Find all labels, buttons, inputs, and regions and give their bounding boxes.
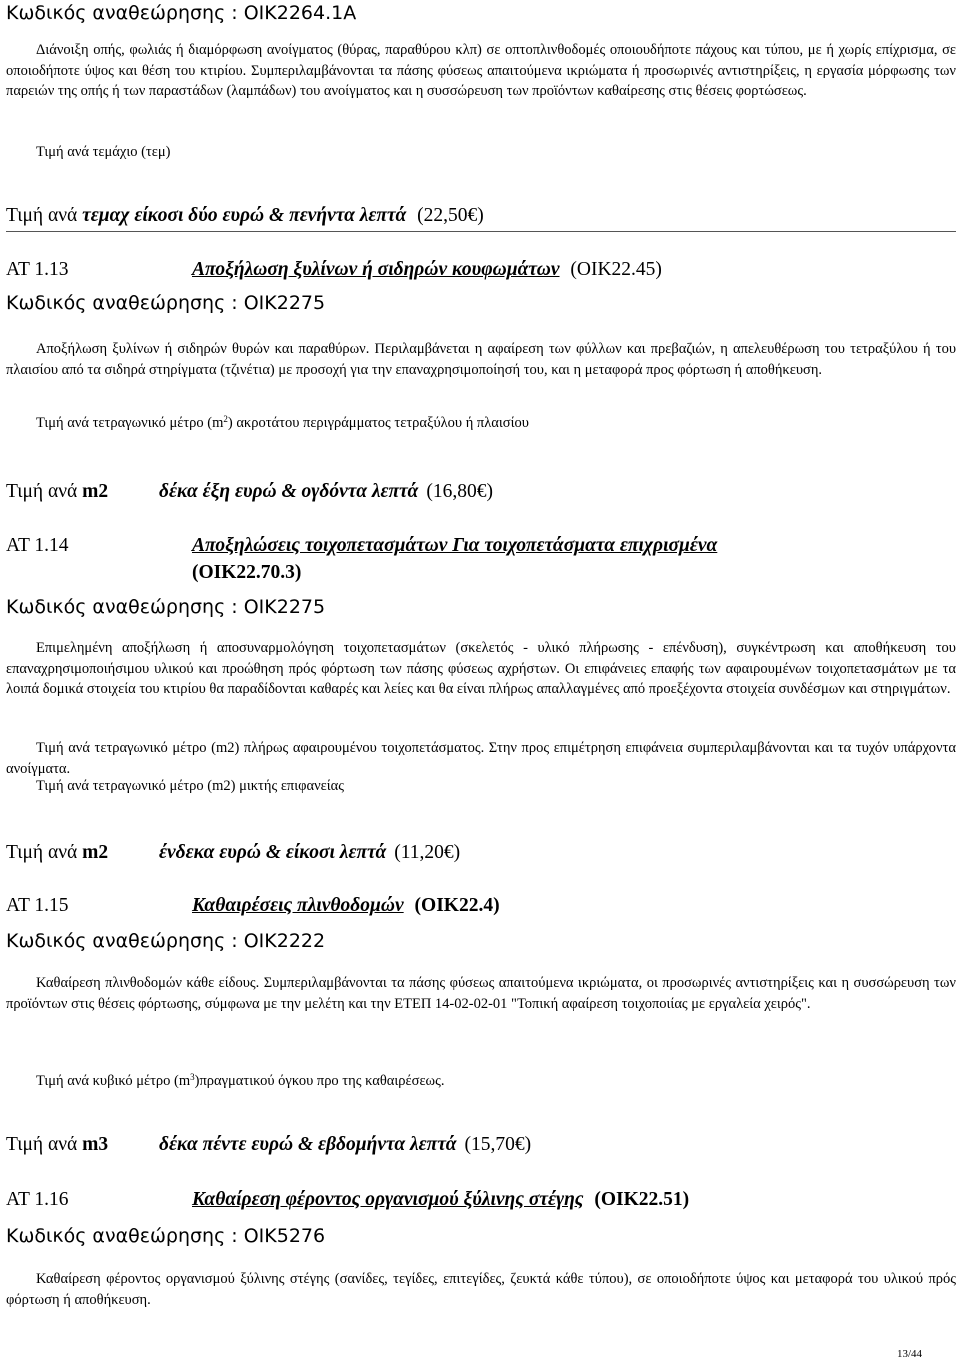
unit-note-text: ) ακροτάτου περιγράμματος τετραξύλου ή πλαισίου	[227, 415, 529, 431]
article-ref: (ΟΙΚ22.51)	[594, 1189, 690, 1210]
item-description: Καθαίρεση φέροντος οργανισμού ξύλινης στέγης (σανίδες, τεγίδες, επιτεγίδες, ζευκτά κάθε τύπου), σε οποιοδήποτε ύψος και μεταφορά του υλικού πρός φόρτωση ή αποθήκευση.	[6, 1271, 956, 1308]
item-description: Διάνοιξη οπής, φωλιάς ή διαμόρφωση ανοίγματος (θύρας, παραθύρου κλπ) σε οπτοπλινθοδομές οποιουδήποτε πάχους και τύπου, με ή χωρίς επίχρισμα, σε οποιοδήποτε ύψος και θέση του κτιρίου. Συμπεριλαμβάνονται τα πάσης φύσεως απαιτούμενα ικριώματα ή προσωρινές αντιστηρίξεις, η εργασία μόρφωσης των παρειών της οπής ή των παραστάδων (λαμπάδων) του ανοίγματος και η συσσώρευση των προϊόντων καθαίρεσης στις θέσεις φορτώσεως.	[6, 42, 956, 99]
article-number: ΑΤ 1.15	[6, 895, 69, 916]
article-title-text: Αποξηλώσεις τοιχοπετασμάτων Για τοιχοπετάσματα επιχρισμένα	[192, 535, 718, 556]
price-words	[159, 481, 493, 503]
price-value: (11,20€)	[394, 842, 461, 863]
unit-note-text: )πραγματικού όγκου προ της καθαιρέσεως.	[194, 1073, 445, 1089]
price-words	[159, 1134, 531, 1156]
article-number: ΑΤ 1.13	[6, 259, 69, 280]
price-value: (22,50€)	[417, 205, 484, 226]
article-title	[192, 1189, 689, 1211]
price-prefix: Τιμή ανά	[6, 205, 78, 226]
article-title-text: Καθαιρέσεις πλινθοδομών	[192, 895, 404, 916]
article-ref: (ΟΙΚ22.4)	[414, 895, 500, 916]
price-value: (15,70€)	[464, 1134, 532, 1155]
unit-note	[36, 415, 529, 432]
price-unit: m2	[82, 842, 109, 863]
unit-note: Τιμή ανά τετραγωνικό μέτρο (m2) μικτής επιφανείας	[36, 778, 344, 794]
price-prefix: Τιμή ανά	[6, 842, 78, 863]
revision-code: Κωδικός αναθεώρησης : ΟΙΚ2264.1Α	[6, 2, 357, 24]
price-words	[159, 842, 460, 864]
revision-code: Κωδικός αναθεώρησης : ΟΙΚ5276	[6, 1225, 326, 1247]
article-title-text: Καθαίρεση φέροντος οργανισμού ξύλινης στέγης	[192, 1189, 584, 1210]
article-number: ΑΤ 1.14	[6, 535, 69, 556]
article-title	[192, 535, 717, 557]
revision-code: Κωδικός αναθεώρησης : ΟΙΚ2275	[6, 596, 326, 618]
item-description: Καθαίρεση πλινθοδομών κάθε είδους. Συμπεριλαμβάνονται τα πάσης φύσεως απαιτούμενα ικριώματα, οι προσωρινές αντιστηρίξεις και η συσσώρευση των προϊόντων στις θέσεις φόρτωσης, σύμφωνα με την μελέτη και την ΕΤΕΠ 14-02-02-01 "Τοπική αφαίρεση τοιχοποιίας με εργαλεία χειρός".	[6, 975, 956, 1012]
price-words: είκοσι δύο ευρώ & πενήντα λεπτά	[134, 205, 407, 226]
unit-note: Τιμή ανά τεμάχιο (τεμ)	[36, 144, 171, 160]
page-number: 13/44	[896, 1348, 922, 1360]
price-unit: m3	[82, 1134, 109, 1155]
article-title-text: Αποξήλωση ξυλίνων ή σιδηρών κουφωμάτων	[192, 259, 560, 280]
article-ref: (ΟΙΚ22.70.3)	[192, 562, 302, 583]
price-unit: τεμαχ	[82, 205, 130, 226]
divider	[6, 231, 956, 232]
price-words-text: δέκα έξη ευρώ & ογδόντα λεπτά	[159, 481, 419, 502]
price-value: (16,80€)	[426, 481, 493, 502]
article-ref: (ΟΙΚ22.45)	[570, 259, 662, 280]
price-prefix: Τιμή ανά	[6, 481, 78, 502]
item-description: Επιμελημένη αποξήλωση ή αποσυναρμολόγηση τοιχοπετασμάτων (σκελετός - υλικό πλήρωσης - επένδυση), συγκέντρωση και αποθήκευση του επαναχρησιμοποιήσιμου υλικού και προώθηση πρός φόρτωση των πάσης φύσεως αχρήστων. Οι επιφάνειες επαφής των αφαιρουμένων τοιχοπετασμάτων με τα λοιπά δομικά στοιχεία του κτιρίου θα παραδίδονται καθαρές και λείες και θα είναι πλήρως απαλλαγμένες από προεξέχοντα στοιχεία συνδέσμων και στηριγμάτων.	[6, 640, 956, 697]
unit-note-text: Τιμή ανά τετραγωνικό μέτρο (m	[36, 415, 224, 431]
price-words-text: ένδεκα ευρώ & είκοσι λεπτά	[159, 842, 387, 863]
price-prefix: Τιμή ανά	[6, 1134, 78, 1155]
article-title	[192, 895, 500, 917]
price-line	[6, 842, 461, 864]
price-line	[6, 205, 484, 227]
price-line	[6, 1134, 532, 1156]
revision-code: Κωδικός αναθεώρησης : ΟΙΚ2222	[6, 930, 326, 952]
price-unit: m2	[82, 481, 109, 502]
price-words-text: δέκα πέντε ευρώ & εβδομήντα λεπτά	[159, 1134, 457, 1155]
item-description: Αποξήλωση ξυλίνων ή σιδηρών θυρών και παραθύρων. Περιλαμβάνεται η αφαίρεση των φύλλων και πρεβαζιών, η απελευθέρωση του τετραξύλου ή του πλαισίου από τα σιδηρά στηρίγματα (τζινέτια) με προσοχή για την επαναχρησιμοποίησή του, και η μεταφορά προς φόρτωση ή αποθήκευση.	[6, 341, 956, 378]
price-line	[6, 481, 493, 503]
unit-note-text: Τιμή ανά κυβικό μέτρο (m	[36, 1073, 191, 1089]
measure-note: Τιμή ανά τετραγωνικό μέτρο (m2) πλήρως αφαιρουμένου τοιχοπετάσματος. Στην προς επιμέτρηση επιφάνεια συμπεριλαμβάνονται και τα τυχόν υπάρχοντα ανοίγματα.	[6, 740, 956, 777]
unit-note	[36, 1073, 444, 1090]
revision-code: Κωδικός αναθεώρησης : ΟΙΚ2275	[6, 292, 326, 314]
unit-exponent: 2	[223, 414, 228, 424]
article-title	[192, 259, 662, 281]
unit-exponent: 3	[190, 1072, 195, 1082]
article-number: ΑΤ 1.16	[6, 1189, 69, 1210]
